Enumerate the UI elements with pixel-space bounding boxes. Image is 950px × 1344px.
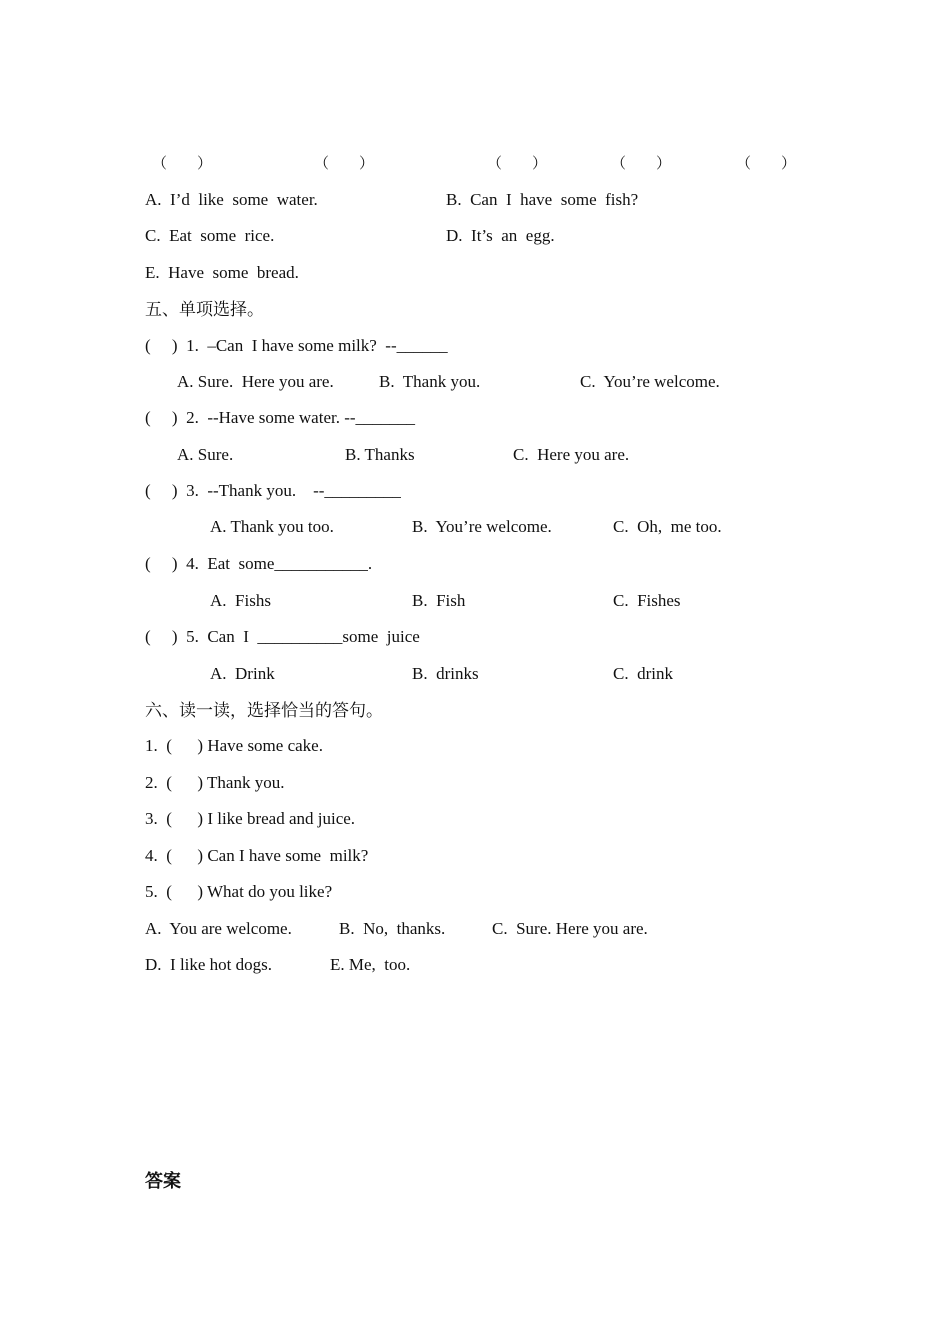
answer-blank-1: （ ） xyxy=(152,156,213,172)
question-4-option-a: A. Fishs xyxy=(210,591,271,610)
section6-answer-e: E. Me, too. xyxy=(330,955,411,974)
section6-item-2: 2. ( ) Thank you. xyxy=(145,773,285,792)
answer-blank-2: （ ） xyxy=(314,156,375,172)
section6-title: 六、读一读，选择恰当的答句。 xyxy=(145,701,383,721)
answer-heading: 答案 xyxy=(145,1171,181,1192)
answer-blank-3: （ ） xyxy=(487,156,548,172)
question-4-stem: ( ) 4. Eat some___________. xyxy=(145,554,373,573)
match-option-a: A. I’d like some water. xyxy=(145,190,318,209)
match-option-c: C. Eat some rice. xyxy=(145,226,275,245)
section6-item-4: 4. ( ) Can I have some milk? xyxy=(145,846,369,865)
section6-item-1: 1. ( ) Have some cake. xyxy=(145,736,323,755)
question-1-option-a: A. Sure. Here you are. xyxy=(177,372,334,391)
match-option-d: D. It’s an egg. xyxy=(446,226,555,245)
question-2-option-b: B. Thanks xyxy=(345,445,415,464)
section6-answer-a: A. You are welcome. xyxy=(145,919,292,938)
question-2-option-a: A. Sure. xyxy=(177,445,234,464)
question-3-option-b: B. You’re welcome. xyxy=(412,517,552,536)
match-option-e: E. Have some bread. xyxy=(145,263,299,282)
question-5-option-a: A. Drink xyxy=(210,664,275,683)
answer-blank-5: （ ） xyxy=(736,156,797,172)
section6-answer-d: D. I like hot dogs. xyxy=(145,955,273,974)
question-5-stem: ( ) 5. Can I __________some juice xyxy=(145,627,420,646)
question-3-stem: ( ) 3. --Thank you. --_________ xyxy=(145,481,401,500)
section6-item-3: 3. ( ) I like bread and juice. xyxy=(145,809,356,828)
question-5-option-c: C. drink xyxy=(613,664,673,683)
section5-title: 五、单项选择。 xyxy=(145,300,264,320)
question-1-option-c: C. You’re welcome. xyxy=(580,372,720,391)
section6-item-5: 5. ( ) What do you like? xyxy=(145,882,333,901)
question-4-option-c: C. Fishes xyxy=(613,591,681,610)
section6-answer-b: B. No, thanks. xyxy=(339,919,446,938)
question-3-option-c: C. Oh, me too. xyxy=(613,517,722,536)
question-5-option-b: B. drinks xyxy=(412,664,479,683)
question-2-stem: ( ) 2. --Have some water. --_______ xyxy=(145,408,416,427)
question-4-option-b: B. Fish xyxy=(412,591,466,610)
question-1-option-b: B. Thank you. xyxy=(379,372,481,391)
match-option-b: B. Can I have some fish? xyxy=(446,190,639,209)
question-2-option-c: C. Here you are. xyxy=(513,445,630,464)
question-3-option-a: A. Thank you too. xyxy=(210,517,334,536)
question-1-stem: ( ) 1. –Can I have some milk? --______ xyxy=(145,336,448,355)
section6-answer-c: C. Sure. Here you are. xyxy=(492,919,648,938)
answer-blank-4: （ ） xyxy=(611,156,672,172)
